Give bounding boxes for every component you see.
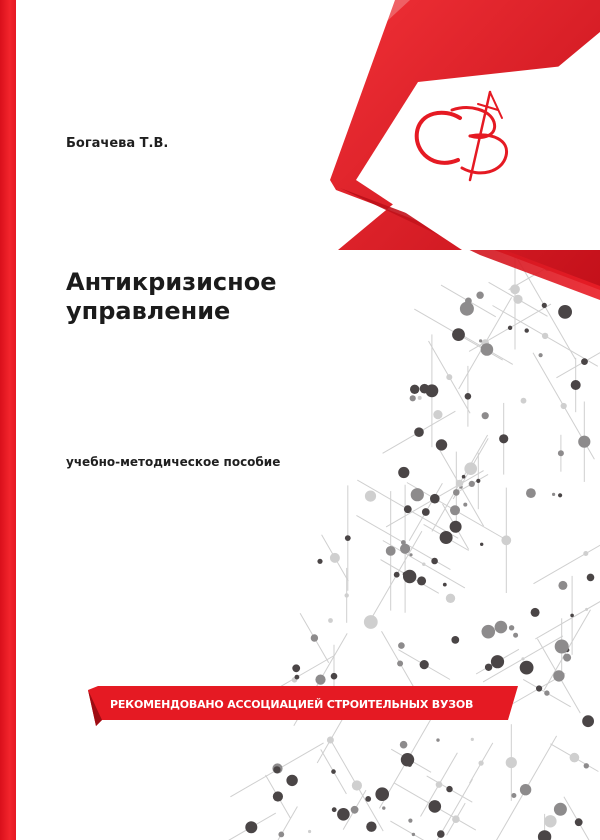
pattern-dot (394, 572, 400, 578)
pattern-dot (409, 759, 413, 763)
pattern-dot (400, 544, 410, 554)
pattern-dot (482, 412, 489, 419)
pattern-dot (332, 807, 337, 812)
pattern-dot (552, 493, 555, 496)
pattern-line (556, 345, 600, 377)
pattern-dot (506, 757, 517, 768)
pattern-dot (570, 614, 574, 618)
pattern-dot (400, 741, 408, 749)
pattern-line (535, 580, 600, 639)
pattern-dot (538, 830, 551, 840)
pattern-dot (456, 480, 463, 487)
pattern-dot (499, 434, 508, 443)
book-title (66, 268, 366, 326)
pattern-dot (327, 737, 334, 744)
pattern-dot (561, 403, 567, 409)
pattern-dot (443, 583, 447, 587)
pattern-dot (485, 664, 492, 671)
pattern-dot (481, 343, 494, 356)
pattern-dot (278, 832, 284, 838)
pattern-dot (403, 572, 408, 577)
pattern-dot (463, 503, 467, 507)
pattern-dot (331, 769, 336, 774)
pattern-dot (450, 521, 462, 533)
pattern-dot (273, 791, 283, 801)
pattern-dot (436, 738, 439, 741)
pattern-dot (460, 302, 474, 316)
pattern-dot (412, 833, 415, 836)
pattern-dot (531, 608, 540, 617)
pattern-dot (273, 766, 280, 773)
pattern-dot (575, 818, 583, 826)
pattern-dot (451, 636, 459, 644)
pattern-dot (308, 830, 311, 833)
pattern-dot (422, 508, 430, 516)
pattern-dot (452, 815, 460, 823)
pattern-dot (411, 488, 424, 501)
pattern-dot (446, 374, 452, 380)
pattern-line (390, 821, 436, 840)
pattern-dot (345, 593, 349, 597)
pattern-dot (317, 559, 322, 564)
pattern-dot (295, 675, 300, 680)
pattern-dot (292, 664, 300, 672)
pattern-dot (330, 553, 340, 563)
pattern-dot (408, 819, 412, 823)
pattern-dot (521, 657, 524, 660)
pattern-dot (436, 781, 443, 788)
title-line-2: управление (66, 297, 231, 325)
banner-text: РЕКОМЕНДОВАНО АССОЦИАЦИЕЙ СТРОИТЕЛЬНЫХ ВУЗОВ (110, 698, 474, 711)
pattern-dot (513, 633, 518, 638)
pattern-dot (382, 806, 385, 809)
pattern-dot (420, 660, 429, 669)
pattern-dot (375, 787, 389, 801)
pattern-dot (414, 427, 424, 437)
pattern-dot (469, 481, 475, 487)
pattern-dot (409, 553, 412, 556)
pattern-dot (582, 715, 594, 727)
pattern-dot (555, 640, 569, 654)
pattern-dot (526, 488, 536, 498)
pattern-dot (401, 540, 406, 545)
pattern-dot (495, 621, 508, 634)
pattern-dot (453, 489, 460, 496)
pattern-dot (509, 625, 514, 630)
pattern-dot (482, 625, 496, 639)
pattern-dot (491, 655, 504, 668)
pattern-dot (404, 505, 412, 513)
pattern-dot (245, 821, 257, 833)
pattern-dot (578, 436, 590, 448)
pattern-dot (539, 353, 543, 357)
pattern-dot (426, 384, 439, 397)
pattern-dot (351, 806, 359, 814)
title-line-1: Антикризисное (66, 268, 277, 296)
pattern-dot (511, 793, 516, 798)
pattern-dot (436, 439, 447, 450)
pattern-dot (542, 303, 547, 308)
pattern-dot (446, 786, 452, 792)
pattern-dot (583, 551, 588, 556)
pattern-dot (431, 558, 438, 565)
pattern-dot (501, 535, 511, 545)
pattern-dot (536, 685, 542, 691)
pattern-dot (542, 333, 548, 339)
pattern-dot (437, 830, 445, 838)
pattern-dot (440, 531, 453, 544)
pattern-dot (587, 574, 595, 582)
pattern-dot (345, 535, 351, 541)
book-subtitle: учебно-методическое пособие (66, 455, 281, 469)
pattern-dot (365, 796, 371, 802)
pattern-dot (286, 775, 297, 786)
pattern-dot (544, 815, 556, 827)
pattern-dot (563, 654, 571, 662)
pattern-dot (331, 673, 338, 680)
pattern-dot (366, 822, 376, 832)
pattern-dot (311, 634, 318, 641)
pattern-dot (570, 753, 580, 763)
pattern-dot (544, 690, 549, 695)
pattern-dot (521, 398, 527, 404)
pattern-dot (398, 642, 405, 649)
pattern-dot (452, 328, 465, 341)
pattern-dot (508, 326, 512, 330)
pattern-dot (365, 491, 376, 502)
pattern-dot (397, 661, 403, 667)
pattern-dot (410, 385, 419, 394)
pattern-dot (520, 661, 534, 675)
pattern-dot (520, 784, 531, 795)
pattern-dot (464, 462, 477, 475)
pattern-dot (571, 380, 581, 390)
pattern-dot (554, 803, 567, 816)
pattern-dot (558, 450, 564, 456)
pattern-dot (479, 761, 484, 766)
pattern-dot (410, 395, 416, 401)
pattern-dot (418, 396, 422, 400)
pattern-dot (558, 581, 567, 590)
pattern-dot (315, 675, 325, 685)
pattern-dot (352, 780, 362, 790)
pattern-dot (422, 563, 425, 566)
pattern-dot (558, 493, 562, 497)
author-name: Богачева Т.В. (66, 136, 169, 151)
pattern-dot (430, 494, 440, 504)
pattern-dot (553, 670, 564, 681)
pattern-dot (471, 738, 474, 741)
pattern-dot (364, 615, 378, 629)
pattern-dot (476, 479, 480, 483)
pattern-dot (585, 608, 588, 611)
pattern-dot (525, 328, 529, 332)
pattern-dot (328, 618, 333, 623)
pattern-dot (429, 800, 442, 813)
pattern-dot (337, 808, 350, 821)
pattern-dot (433, 410, 442, 419)
recommendation-banner (88, 686, 520, 726)
pattern-dot (386, 546, 396, 556)
pattern-dot (584, 763, 589, 768)
pattern-dot (417, 576, 426, 585)
pattern-dot (465, 393, 472, 400)
pattern-dot (558, 305, 572, 319)
pattern-dot (581, 358, 588, 365)
pattern-dot (462, 475, 466, 479)
pattern-dot (450, 505, 460, 515)
pattern-dot (480, 543, 483, 546)
pattern-dot (398, 467, 409, 478)
pattern-dot (479, 339, 482, 342)
pattern-dot (446, 594, 455, 603)
